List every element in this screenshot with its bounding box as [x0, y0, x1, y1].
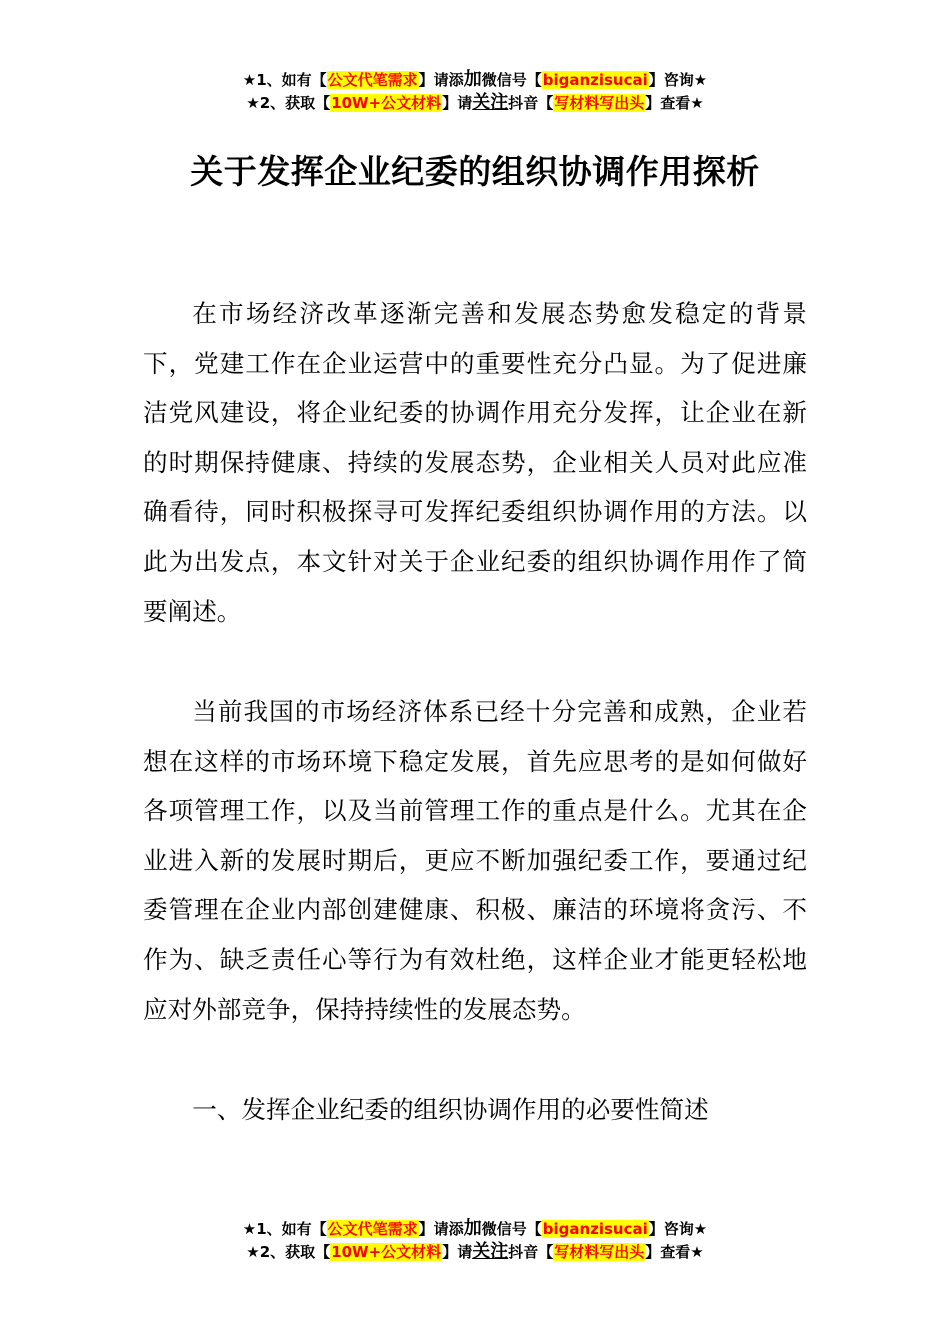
promo-line1-suffix: 】咨询★	[648, 71, 708, 89]
body-paragraph-1: 在市场经济改革逐渐完善和发展态势愈发稳定的背景下，党建工作在企业运营中的重要性充分凸显。为了促进廉洁党风建设，将企业纪委的协调作用充分发挥，让企业在新的时期保持健康、持续的发展态势，企业相关人员对此应准确看待，同时积极探寻可发挥纪委组织协调作用的方法。以此为出发点，本文针对关于企业纪委的组织协调作用作了简要阐述。	[143, 299, 807, 626]
section-heading: 一、发挥企业纪委的组织协调作用的必要性简述	[192, 1095, 709, 1124]
promo-header	[0, 69, 950, 115]
promo-line2-mid1: 】请	[442, 94, 473, 112]
promo-line2-emph: 关注	[472, 92, 509, 113]
promo-footer-line2-mid2: 抖音【	[508, 1243, 554, 1261]
promo-line1-prefix: ★1、如有【	[242, 71, 327, 89]
promo-line-2	[0, 92, 950, 115]
promo-line2-suffix: 】查看★	[645, 94, 704, 112]
promo-footer-line2-mid1: 】请	[442, 1243, 473, 1261]
promo-line1-emph: 加	[463, 69, 482, 90]
promo-footer-line2-prefix: ★2、获取【	[246, 1243, 331, 1261]
body-paragraph-2: 当前我国的市场经济体系已经十分完善和成熟，企业若想在这样的市场环境下稳定发展，首先应思考的是如何做好各项管理工作，以及当前管理工作的重点是什么。尤其在企业进入新的发展时期后，更应不断加强纪委工作，要通过纪委管理在企业内部创建健康、积极、廉洁的环境将贪污、不作为、缺乏责任心等行为有效杜绝，这样企业才能更轻松地应对外部竞争，保持持续性的发展态势。	[143, 697, 807, 1024]
promo-footer-line2-suffix: 】查看★	[645, 1243, 704, 1261]
promo-highlight-wechat-id: biganzisucai	[542, 71, 648, 89]
promo-footer	[0, 1218, 950, 1264]
promo-line1-mid2: 微信号【	[481, 71, 542, 89]
promo-footer-line1-mid1: 】请添	[418, 1220, 464, 1238]
promo-line2-prefix: ★2、获取【	[246, 94, 331, 112]
document-title: 关于发挥企业纪委的组织协调作用探析	[190, 152, 760, 191]
promo-line1-mid1: 】请添	[418, 71, 464, 89]
promo-highlight-douyin-id: 写材料写出头	[554, 94, 645, 112]
promo-footer-line2-emph: 关注	[472, 1241, 509, 1262]
promo-footer-highlight-service: 公文代笔需求	[327, 1220, 418, 1238]
promo-line2-mid2: 抖音【	[508, 94, 554, 112]
promo-highlight-service: 公文代笔需求	[327, 71, 418, 89]
promo-highlight-materials: 10W+公文材料	[331, 94, 442, 112]
promo-footer-line1-emph: 加	[463, 1218, 482, 1239]
promo-footer-line1-suffix: 】咨询★	[648, 1220, 708, 1238]
promo-footer-highlight-wechat-id: biganzisucai	[542, 1220, 648, 1238]
promo-footer-line-2	[0, 1241, 950, 1264]
promo-footer-highlight-materials: 10W+公文材料	[331, 1243, 442, 1261]
promo-footer-line1-mid2: 微信号【	[481, 1220, 542, 1238]
promo-footer-line1-prefix: ★1、如有【	[242, 1220, 327, 1238]
promo-line-1	[0, 69, 950, 92]
promo-footer-highlight-douyin-id: 写材料写出头	[554, 1243, 645, 1261]
promo-footer-line-1	[0, 1218, 950, 1241]
